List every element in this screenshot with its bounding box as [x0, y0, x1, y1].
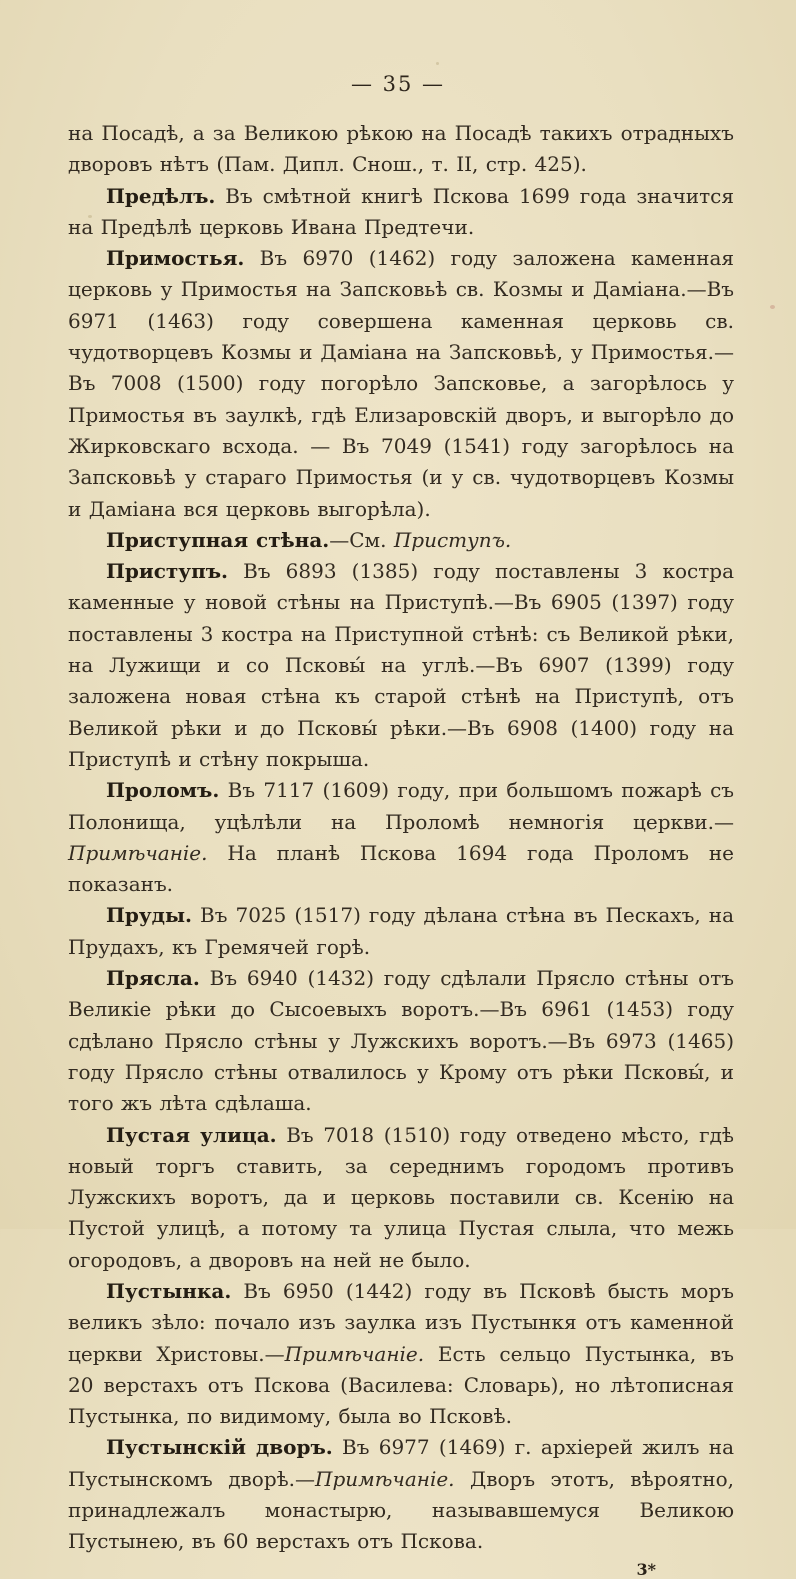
paragraph [68, 1120, 734, 1276]
italic-note-label: Примѣчаніе. [315, 1466, 455, 1491]
paper-speck [770, 305, 775, 309]
paragraph [68, 556, 734, 775]
body-text: Въ 6977 (1469) г. архіерей жилъ на Пустынскомъ дворѣ.— [68, 1435, 734, 1491]
italic-note-label: Примѣчаніе. [68, 840, 208, 865]
body-text: Въ 6950 (1442) году въ Псковѣ бысть моръ великъ зѣло: почало изъ заулка изъ Пустынкя отъ каменной церкви Христовы.— [68, 1278, 734, 1366]
paragraph [68, 900, 734, 963]
entry-term: Предѣлъ. [106, 183, 216, 208]
entry-term: Пустынскій дворъ. [106, 1435, 333, 1460]
body-text: Въ смѣтной книгѣ Пскова 1699 года значится на Предѣлѣ церковь Ивана Предтечи. [68, 183, 734, 239]
body-text: Въ 6893 (1385) году поставлены 3 костра каменные у новой стѣны на Приступѣ.—Въ 6905 (1397) году поставлены 3 костра на Приступной стѣнѣ: съ Великой рѣки, на Лужищи и со Псковы́ на углѣ.—Въ 6907 (1399) году заложена новая стѣна къ старой стѣнѣ на Приступѣ, отъ Великой рѣки и до Псковы́ рѣки.—Въ 6908 (1400) году на Приступѣ и стѣну покрыша. [68, 559, 734, 771]
entry-term: Пустая улица. [106, 1122, 277, 1147]
entry-term: Пруды. [106, 903, 193, 928]
entry-term: Примостья. [106, 246, 245, 271]
signature-mark: 3* [636, 1559, 656, 1579]
entry-term: Пустынка. [106, 1278, 232, 1303]
paragraph [68, 775, 734, 900]
paragraph [68, 1432, 734, 1557]
entry-term: Приступная стѣна. [106, 527, 330, 552]
paragraph [68, 243, 734, 525]
entry-term: Приступъ. [106, 559, 229, 584]
paragraph [68, 181, 734, 244]
body-text: На планѣ Пскова 1694 года Проломъ не показанъ. [68, 840, 734, 897]
paragraph [68, 118, 734, 181]
body-text: на Посадѣ, а за Великою рѣкою на Посадѣ такихъ отрадныхъ дворовъ нѣтъ (Пам. Дипл. Снош., т. II, стр. 425). [68, 121, 734, 177]
paragraph [68, 1276, 734, 1432]
body-text: Въ 7025 (1517) году дѣлана стѣна въ Пескахъ, на Прудахъ, къ Гремячей горѣ. [68, 903, 734, 959]
body-text: Въ 7018 (1510) году отведено мѣсто, гдѣ новый торгъ ставить, за середнимъ городомъ противъ Лужскихъ воротъ, да и церковь поставили св. Ксенію на Пустой улицѣ, а потому та улица Пустая слыла, что межь огородовъ, а дворовъ на ней не было. [68, 1122, 734, 1272]
paper-speck [88, 215, 92, 218]
body-text: Въ 6970 (1462) году заложена каменная церковь у Примостья на Запсковьѣ св. Козмы и Даміана.—Въ 6971 (1463) году совершена каменная церковь св. чудотворцевъ Козмы и Даміана на Запсковьѣ, у Примостья.—Въ 7008 (1500) году погорѣло Запсковье, а загорѣлось у Примостья въ заулкѣ, гдѣ Елизаровскій дворъ, и выгорѣло до Жирковскаго всхода. — Въ 7049 (1541) году загорѣлось на Запсковьѣ у стараго Примостья (и у св. чудотворцевъ Козмы и Даміана вся церковь выгорѣла). [68, 246, 734, 521]
body-text: Есть сельцо Пустынка, въ 20 верстахъ отъ Пскова (Василева: Словарь), но лѣтописная Пустынка, по видимому, была во Псковѣ. [68, 1341, 734, 1429]
entry-term: Проломъ. [106, 778, 220, 803]
body-text: Въ 7117 (1609) году, при большомъ пожарѣ съ Полонища, уцѣлѣли на Проломѣ немногія церкви.— [68, 778, 734, 834]
entry-term: Прясла. [106, 966, 200, 991]
page-number: — 35 — [350, 72, 446, 96]
paragraph [68, 525, 734, 556]
paragraph [68, 963, 734, 1119]
body-text: Дворъ этотъ, вѣроятно, принадлежалъ монастырю, называвшемуся Великою Пустынею, въ 60 верстахъ отъ Пскова. [68, 1466, 734, 1554]
italic-note-label: Примѣчаніе. [284, 1341, 425, 1366]
text-block [68, 118, 734, 1558]
body-text: Въ 6940 (1432) году сдѣлали Прясло стѣны отъ Великіе рѣки до Сысоевыхъ воротъ.—Въ 6961 (1453) году сдѣлано Прясло стѣны у Лужскихъ воротъ.—Въ 6973 (1465) году Прясло стѣны отвалилось у Крому отъ рѣки Псковы́, и того жъ лѣта сдѣлаша. [68, 966, 734, 1116]
paper-speck [436, 62, 439, 65]
body-text: —См. [329, 527, 394, 552]
italic-note-label: Приступъ. [393, 527, 512, 552]
